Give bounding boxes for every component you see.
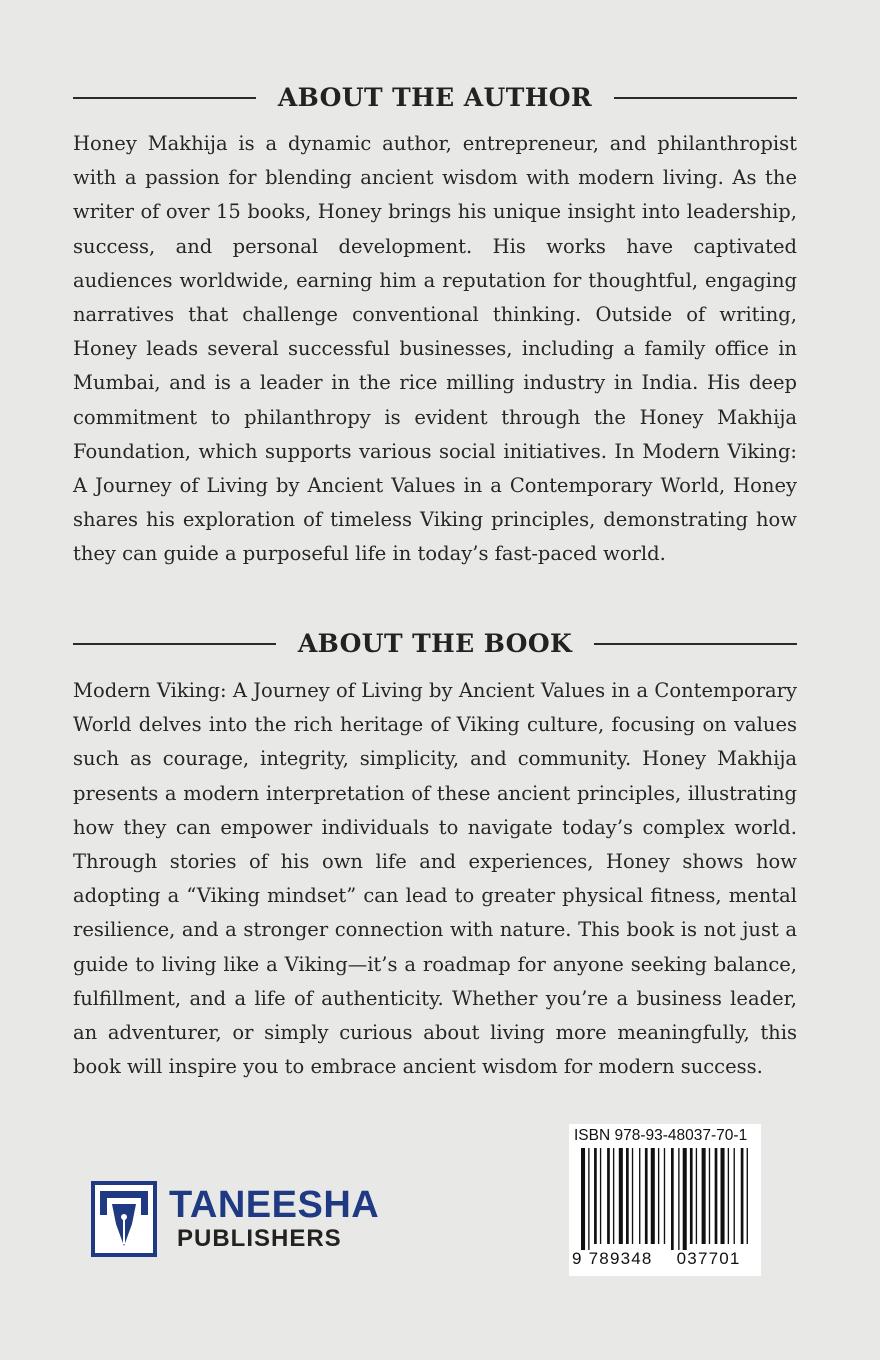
barcode-first-digit: 9 xyxy=(572,1249,583,1268)
author-bio-paragraph: Honey Makhija is a dynamic author, entrepreneur, and philanthropist with a passion for blending ancient wisdom with modern living. As the writer of over 15 books, Honey brings his unique insight into leadership, success, and personal development. His works have captivated audiences worldwide, earning him a reputation for thoughtful, engaging narratives that challenge conventional thinking. Outside of writing, Honey leads several successful businesses, including a family office in Mumbai, and is a leader in the rice milling industry in India. His deep commitment to philanthropy is evident through the Honey Makhija Foundation, which supports various social initiatives. In Modern Viking: A Journey of Living by Ancient Values in a Contemporary World, Honey shares his exploration of timeless Viking principles, demonstrating how they can guide a purposeful life in today’s fast-paced world. xyxy=(73,132,797,566)
about-author-heading: ABOUT THE AUTHOR xyxy=(277,83,593,112)
barcode-bar xyxy=(664,1148,665,1244)
barcode-bar xyxy=(619,1148,623,1244)
barcode-bar xyxy=(678,1148,679,1250)
publisher-subtitle: PUBLISHERS xyxy=(177,1225,342,1252)
barcode-left-group: 789348 xyxy=(588,1249,653,1268)
barcode-bar xyxy=(607,1148,610,1244)
barcode-bar xyxy=(626,1148,629,1244)
barcode-bar xyxy=(683,1148,687,1250)
isbn-barcode xyxy=(569,1124,761,1276)
barcode-bar xyxy=(741,1148,744,1244)
barcode-bar xyxy=(747,1148,748,1244)
heading-rule-right xyxy=(594,643,797,645)
barcode-bar xyxy=(639,1148,640,1244)
barcode-bar xyxy=(632,1148,633,1244)
heading-rule-left xyxy=(73,643,276,645)
isbn-label: ISBN 978-93-48037-70-1 xyxy=(574,1127,748,1144)
barcode-bar xyxy=(734,1148,735,1244)
author-heading-block xyxy=(73,83,797,112)
barcode-bar xyxy=(600,1148,601,1244)
book-description-paragraph: Modern Viking: A Journey of Living by Ancient Values in a Contemporary World delves into the rich heritage of Viking culture, focusing on values such as courage, integrity, simplicity, and community. Honey Makhija presents a modern interpretation of these ancient principles, illustrating how they can empower individuals to navigate today’s complex world. Through stories of his own life and experiences, Honey shows how adopting a “Viking mindset” can lead to greater physical fitness, mental resilience, and a stronger connection with nature. This book is not just a guide to living like a Viking—it’s a roadmap for anyone seeking balance, fulfillment, and a life of authenticity. Whether you’re a business leader, an adventurer, or simply curious about living more meaningfully, this book will inspire you to embrace ancient wisdom for modern success. xyxy=(73,679,797,1079)
barcode-bar xyxy=(696,1148,697,1244)
barcode-bar xyxy=(690,1148,693,1244)
barcode-bar xyxy=(671,1148,674,1250)
barcode-bar xyxy=(651,1148,655,1244)
barcode-bar xyxy=(581,1148,585,1250)
barcode-bar xyxy=(702,1148,706,1244)
barcode-bar xyxy=(645,1148,648,1244)
heading-rule-left xyxy=(73,97,256,99)
book-heading-block xyxy=(73,629,797,658)
barcode-bar xyxy=(728,1148,729,1244)
barcode-bar xyxy=(588,1148,589,1250)
barcode-bars xyxy=(573,1148,757,1256)
pen-nib-icon xyxy=(91,1181,157,1257)
barcode-digits xyxy=(572,1249,758,1269)
publisher-logo xyxy=(91,1181,379,1257)
barcode-bar xyxy=(715,1148,718,1244)
barcode-bar xyxy=(658,1148,659,1244)
barcode-bar xyxy=(613,1148,614,1244)
barcode-bar xyxy=(709,1148,710,1244)
barcode-bar xyxy=(594,1148,597,1244)
barcode-bar xyxy=(721,1148,725,1244)
about-book-heading: ABOUT THE BOOK xyxy=(297,629,573,658)
publisher-name: TANEESHA xyxy=(169,1184,380,1226)
heading-rule-right xyxy=(614,97,797,99)
barcode-right-group: 037701 xyxy=(676,1249,741,1268)
